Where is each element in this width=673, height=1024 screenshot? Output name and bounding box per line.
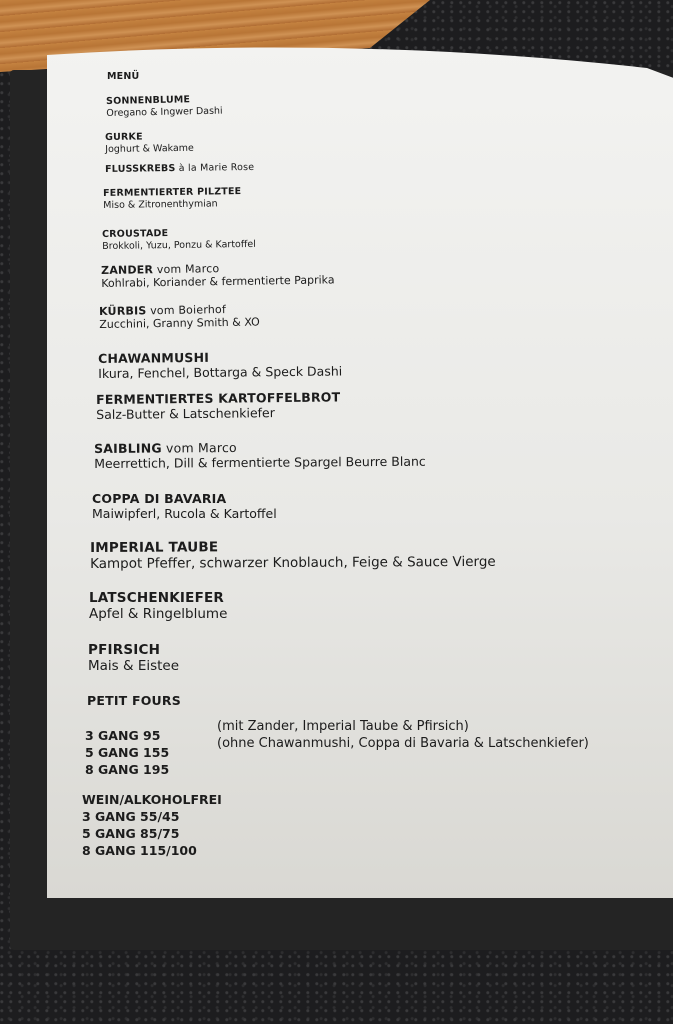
course-item — [101, 260, 335, 290]
course-title: ZANDER — [101, 263, 154, 277]
course-item — [96, 389, 341, 422]
course-item — [87, 693, 181, 708]
course-price-list — [85, 727, 169, 778]
course-item — [90, 538, 496, 573]
wine-pairing-3-gang: 3 GANG 55/45 — [82, 809, 180, 824]
course-description: Kohlrabi, Koriander & fermentierte Paprika — [101, 273, 335, 291]
wine-pairing-section — [82, 791, 222, 859]
course-title: CROUSTADE — [102, 228, 169, 240]
course-item — [102, 227, 256, 252]
menu-heading — [107, 71, 139, 83]
course-title: CHAWANMUSHI — [98, 349, 210, 366]
price-notes — [217, 718, 589, 752]
menu-title: MENÜ — [107, 71, 140, 82]
course-title: PETIT FOURS — [87, 693, 181, 708]
wine-pairing-8-gang: 8 GANG 115/100 — [82, 843, 197, 858]
course-item — [99, 302, 260, 331]
course-title: FERMENTIERTER PILZTEE — [103, 186, 242, 199]
course-item — [88, 642, 179, 675]
course-description: Miso & Zitronenthymian — [103, 197, 218, 211]
course-title: PFIRSICH — [88, 642, 161, 658]
course-title: FLUSSKREBS — [105, 163, 176, 175]
course-item — [103, 186, 242, 211]
course-description: Maiwipferl, Rucola & Kartoffel — [92, 506, 277, 522]
course-description: Joghurt & Wakame — [105, 142, 194, 155]
course-description: Oregano & Ingwer Dashi — [106, 105, 223, 119]
wine-pairing-heading: WEIN/ALKOHOLFREI — [82, 792, 222, 807]
course-description: Apfel & Ringelblume — [89, 606, 228, 623]
course-description: Brokkoli, Yuzu, Ponzu & Kartoffel — [102, 238, 256, 252]
course-title: IMPERIAL TAUBE — [90, 539, 219, 556]
course-title-suffix: vom Marco — [153, 262, 220, 277]
course-title: COPPA DI BAVARIA — [92, 491, 227, 506]
course-description: Kampot Pfeffer, schwarzer Knoblauch, Feige & Sauce Vierge — [90, 554, 496, 573]
course-title: KÜRBIS — [99, 304, 147, 318]
course-description: Zucchini, Granny Smith & XO — [99, 315, 260, 332]
course-item — [94, 439, 426, 472]
course-title: SONNENBLUME — [106, 94, 191, 107]
price-8-gang: 8 GANG 195 — [85, 762, 170, 777]
course-description: Salz-Butter & Latschenkiefer — [96, 405, 275, 423]
price-note-3-gang: (mit Zander, Imperial Taube & Pfirsich) — [217, 719, 469, 734]
course-item — [106, 94, 223, 120]
course-item — [105, 162, 254, 176]
course-item — [105, 131, 194, 155]
price-note-5-gang: (ohne Chawanmushi, Coppa di Bavaria & Latschenkiefer) — [217, 736, 589, 751]
course-title-suffix: à la Marie Rose — [175, 161, 255, 175]
course-item — [92, 491, 277, 522]
price-5-gang: 5 GANG 155 — [85, 745, 170, 760]
course-description: Ikura, Fenchel, Bottarga & Speck Dashi — [98, 363, 343, 382]
course-title: SAIBLING — [94, 440, 162, 456]
course-item — [89, 590, 227, 623]
wine-pairing-5-gang: 5 GANG 85/75 — [82, 826, 180, 841]
course-title-suffix: vom Boierhof — [146, 303, 227, 318]
price-3-gang: 3 GANG 95 — [85, 728, 161, 743]
course-title-suffix: vom Marco — [161, 440, 237, 456]
course-description: Mais & Eistee — [88, 658, 180, 675]
course-description: Meerrettich, Dill & fermentierte Spargel Beurre Blanc — [94, 453, 426, 472]
course-item — [98, 348, 342, 381]
course-title: FERMENTIERTES KARTOFFELBROT — [96, 389, 341, 407]
course-title: GURKE — [105, 131, 143, 143]
course-title: LATSCHENKIEFER — [89, 590, 225, 606]
